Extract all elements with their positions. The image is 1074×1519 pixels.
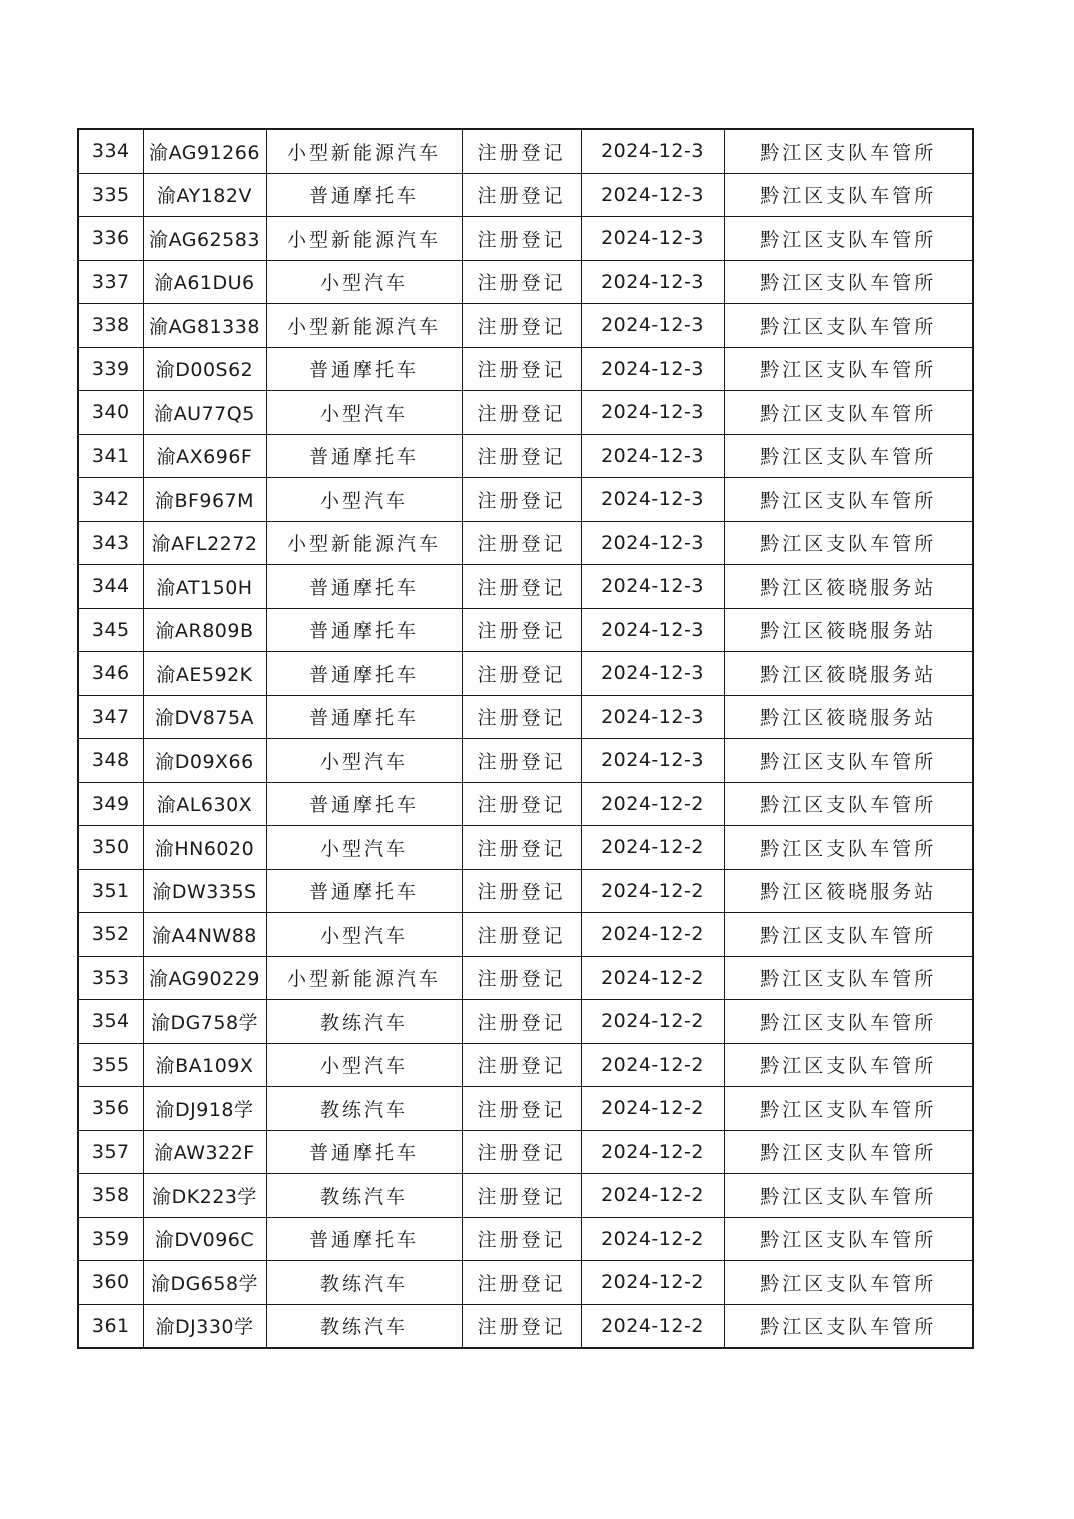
cell-row-number: 358 [78, 1174, 143, 1218]
table-row [78, 521, 973, 565]
cell-vehicle-type: 普通摩托车 [266, 869, 462, 913]
cell-date: 2024-12-3 [581, 173, 724, 217]
cell-date: 2024-12-3 [581, 478, 724, 522]
cell-vehicle-type: 普通摩托车 [266, 695, 462, 739]
table-row [78, 347, 973, 391]
cell-business-type: 注册登记 [462, 1043, 581, 1087]
cell-vehicle-type: 小型汽车 [266, 826, 462, 870]
cell-row-number: 356 [78, 1087, 143, 1131]
cell-office: 黔江区筱晓服务站 [724, 565, 973, 609]
cell-plate-number: 渝AW322F [143, 1130, 266, 1174]
cell-vehicle-type: 教练汽车 [266, 1087, 462, 1131]
cell-row-number: 354 [78, 1000, 143, 1044]
cell-plate-number: 渝AY182V [143, 173, 266, 217]
cell-row-number: 357 [78, 1130, 143, 1174]
cell-row-number: 343 [78, 521, 143, 565]
cell-vehicle-type: 小型汽车 [266, 913, 462, 957]
cell-row-number: 360 [78, 1261, 143, 1305]
cell-plate-number: 渝DG658学 [143, 1261, 266, 1305]
cell-row-number: 345 [78, 608, 143, 652]
cell-office: 黔江区筱晓服务站 [724, 695, 973, 739]
cell-business-type: 注册登记 [462, 1130, 581, 1174]
cell-business-type: 注册登记 [462, 304, 581, 348]
cell-office: 黔江区支队车管所 [724, 1261, 973, 1305]
table-row [78, 304, 973, 348]
cell-office: 黔江区支队车管所 [724, 347, 973, 391]
cell-row-number: 346 [78, 652, 143, 696]
cell-date: 2024-12-2 [581, 1174, 724, 1218]
cell-vehicle-type: 教练汽车 [266, 1000, 462, 1044]
cell-office: 黔江区支队车管所 [724, 260, 973, 304]
table-row [78, 1000, 973, 1044]
cell-office: 黔江区支队车管所 [724, 217, 973, 261]
cell-row-number: 341 [78, 434, 143, 478]
cell-office: 黔江区支队车管所 [724, 1087, 973, 1131]
cell-vehicle-type: 普通摩托车 [266, 565, 462, 609]
cell-row-number: 334 [78, 129, 143, 173]
cell-row-number: 352 [78, 913, 143, 957]
cell-plate-number: 渝A4NW88 [143, 913, 266, 957]
cell-plate-number: 渝AE592K [143, 652, 266, 696]
cell-date: 2024-12-3 [581, 608, 724, 652]
cell-office: 黔江区支队车管所 [724, 478, 973, 522]
cell-office: 黔江区筱晓服务站 [724, 608, 973, 652]
cell-office: 黔江区筱晓服务站 [724, 869, 973, 913]
cell-vehicle-type: 普通摩托车 [266, 782, 462, 826]
cell-row-number: 355 [78, 1043, 143, 1087]
cell-row-number: 350 [78, 826, 143, 870]
cell-office: 黔江区支队车管所 [724, 304, 973, 348]
cell-office: 黔江区支队车管所 [724, 1000, 973, 1044]
cell-plate-number: 渝DW335S [143, 869, 266, 913]
cell-office: 黔江区支队车管所 [724, 173, 973, 217]
table-row [78, 129, 973, 173]
cell-business-type: 注册登记 [462, 869, 581, 913]
table-row [78, 1043, 973, 1087]
cell-plate-number: 渝DJ918学 [143, 1087, 266, 1131]
cell-vehicle-type: 小型新能源汽车 [266, 304, 462, 348]
table-row [78, 1130, 973, 1174]
cell-row-number: 348 [78, 739, 143, 783]
cell-plate-number: 渝DV096C [143, 1217, 266, 1261]
cell-business-type: 注册登记 [462, 565, 581, 609]
cell-office: 黔江区支队车管所 [724, 521, 973, 565]
cell-date: 2024-12-3 [581, 217, 724, 261]
cell-plate-number: 渝DG758学 [143, 1000, 266, 1044]
cell-row-number: 337 [78, 260, 143, 304]
table-row [78, 739, 973, 783]
cell-business-type: 注册登记 [462, 1000, 581, 1044]
cell-plate-number: 渝DJ330学 [143, 1304, 266, 1348]
table-row [78, 826, 973, 870]
cell-vehicle-type: 教练汽车 [266, 1174, 462, 1218]
cell-office: 黔江区支队车管所 [724, 782, 973, 826]
cell-date: 2024-12-2 [581, 913, 724, 957]
cell-date: 2024-12-2 [581, 869, 724, 913]
cell-vehicle-type: 普通摩托车 [266, 1130, 462, 1174]
cell-business-type: 注册登记 [462, 173, 581, 217]
cell-vehicle-type: 小型汽车 [266, 1043, 462, 1087]
cell-date: 2024-12-3 [581, 391, 724, 435]
cell-plate-number: 渝D00S62 [143, 347, 266, 391]
cell-date: 2024-12-2 [581, 826, 724, 870]
cell-plate-number: 渝BF967M [143, 478, 266, 522]
cell-plate-number: 渝AT150H [143, 565, 266, 609]
cell-row-number: 349 [78, 782, 143, 826]
table-row [78, 173, 973, 217]
cell-business-type: 注册登记 [462, 434, 581, 478]
cell-business-type: 注册登记 [462, 217, 581, 261]
cell-business-type: 注册登记 [462, 129, 581, 173]
cell-date: 2024-12-2 [581, 1217, 724, 1261]
cell-business-type: 注册登记 [462, 739, 581, 783]
cell-plate-number: 渝BA109X [143, 1043, 266, 1087]
vehicle-registration-table [77, 128, 974, 1349]
cell-vehicle-type: 小型汽车 [266, 260, 462, 304]
cell-plate-number: 渝AFL2272 [143, 521, 266, 565]
cell-business-type: 注册登记 [462, 347, 581, 391]
table-row [78, 1174, 973, 1218]
cell-office: 黔江区支队车管所 [724, 739, 973, 783]
cell-vehicle-type: 小型汽车 [266, 739, 462, 783]
cell-vehicle-type: 普通摩托车 [266, 1217, 462, 1261]
cell-office: 黔江区支队车管所 [724, 1130, 973, 1174]
table-row [78, 217, 973, 261]
cell-vehicle-type: 普通摩托车 [266, 347, 462, 391]
table-row [78, 913, 973, 957]
cell-plate-number: 渝AG91266 [143, 129, 266, 173]
cell-business-type: 注册登记 [462, 1087, 581, 1131]
cell-vehicle-type: 小型汽车 [266, 478, 462, 522]
cell-date: 2024-12-2 [581, 1043, 724, 1087]
cell-vehicle-type: 普通摩托车 [266, 608, 462, 652]
cell-vehicle-type: 小型汽车 [266, 391, 462, 435]
cell-office: 黔江区支队车管所 [724, 1043, 973, 1087]
cell-date: 2024-12-3 [581, 434, 724, 478]
cell-vehicle-type: 教练汽车 [266, 1304, 462, 1348]
cell-business-type: 注册登记 [462, 782, 581, 826]
cell-office: 黔江区支队车管所 [724, 391, 973, 435]
cell-business-type: 注册登记 [462, 521, 581, 565]
table-row [78, 478, 973, 522]
cell-date: 2024-12-2 [581, 1000, 724, 1044]
cell-office: 黔江区支队车管所 [724, 956, 973, 1000]
cell-plate-number: 渝DV875A [143, 695, 266, 739]
cell-plate-number: 渝D09X66 [143, 739, 266, 783]
cell-plate-number: 渝HN6020 [143, 826, 266, 870]
cell-date: 2024-12-2 [581, 1087, 724, 1131]
cell-vehicle-type: 小型新能源汽车 [266, 217, 462, 261]
cell-business-type: 注册登记 [462, 1174, 581, 1218]
cell-row-number: 359 [78, 1217, 143, 1261]
cell-row-number: 347 [78, 695, 143, 739]
cell-date: 2024-12-3 [581, 304, 724, 348]
cell-vehicle-type: 小型新能源汽车 [266, 956, 462, 1000]
cell-row-number: 353 [78, 956, 143, 1000]
cell-date: 2024-12-3 [581, 260, 724, 304]
cell-row-number: 336 [78, 217, 143, 261]
cell-row-number: 339 [78, 347, 143, 391]
cell-date: 2024-12-3 [581, 739, 724, 783]
cell-plate-number: 渝DK223学 [143, 1174, 266, 1218]
cell-vehicle-type: 普通摩托车 [266, 434, 462, 478]
cell-office: 黔江区支队车管所 [724, 1217, 973, 1261]
cell-office: 黔江区支队车管所 [724, 1174, 973, 1218]
cell-office: 黔江区支队车管所 [724, 913, 973, 957]
cell-row-number: 338 [78, 304, 143, 348]
cell-date: 2024-12-3 [581, 129, 724, 173]
cell-plate-number: 渝AG90229 [143, 956, 266, 1000]
cell-row-number: 335 [78, 173, 143, 217]
cell-plate-number: 渝A61DU6 [143, 260, 266, 304]
cell-business-type: 注册登记 [462, 1217, 581, 1261]
cell-date: 2024-12-3 [581, 347, 724, 391]
table-row [78, 1261, 973, 1305]
cell-business-type: 注册登记 [462, 826, 581, 870]
cell-vehicle-type: 普通摩托车 [266, 652, 462, 696]
cell-row-number: 340 [78, 391, 143, 435]
table-row [78, 391, 973, 435]
cell-business-type: 注册登记 [462, 956, 581, 1000]
table-row [78, 782, 973, 826]
table-row [78, 652, 973, 696]
cell-plate-number: 渝AX696F [143, 434, 266, 478]
cell-date: 2024-12-2 [581, 956, 724, 1000]
table-row [78, 1304, 973, 1348]
cell-business-type: 注册登记 [462, 652, 581, 696]
cell-vehicle-type: 教练汽车 [266, 1261, 462, 1305]
table-row [78, 434, 973, 478]
cell-row-number: 344 [78, 565, 143, 609]
cell-business-type: 注册登记 [462, 478, 581, 522]
cell-row-number: 361 [78, 1304, 143, 1348]
cell-business-type: 注册登记 [462, 1304, 581, 1348]
cell-business-type: 注册登记 [462, 913, 581, 957]
table-row [78, 608, 973, 652]
table-body [78, 129, 973, 1348]
cell-row-number: 342 [78, 478, 143, 522]
table-row [78, 565, 973, 609]
table-row [78, 260, 973, 304]
cell-date: 2024-12-3 [581, 521, 724, 565]
cell-vehicle-type: 小型新能源汽车 [266, 129, 462, 173]
cell-plate-number: 渝AG81338 [143, 304, 266, 348]
cell-office: 黔江区支队车管所 [724, 129, 973, 173]
cell-row-number: 351 [78, 869, 143, 913]
cell-plate-number: 渝AU77Q5 [143, 391, 266, 435]
cell-vehicle-type: 小型新能源汽车 [266, 521, 462, 565]
table-row [78, 1217, 973, 1261]
cell-vehicle-type: 普通摩托车 [266, 173, 462, 217]
cell-date: 2024-12-2 [581, 782, 724, 826]
cell-business-type: 注册登记 [462, 391, 581, 435]
cell-date: 2024-12-2 [581, 1130, 724, 1174]
cell-date: 2024-12-3 [581, 695, 724, 739]
cell-business-type: 注册登记 [462, 260, 581, 304]
table-row [78, 1087, 973, 1131]
cell-plate-number: 渝AG62583 [143, 217, 266, 261]
cell-date: 2024-12-2 [581, 1304, 724, 1348]
cell-office: 黔江区支队车管所 [724, 826, 973, 870]
cell-plate-number: 渝AR809B [143, 608, 266, 652]
cell-plate-number: 渝AL630X [143, 782, 266, 826]
cell-date: 2024-12-2 [581, 1261, 724, 1305]
table-row [78, 695, 973, 739]
cell-business-type: 注册登记 [462, 608, 581, 652]
cell-office: 黔江区支队车管所 [724, 1304, 973, 1348]
table-row [78, 869, 973, 913]
cell-business-type: 注册登记 [462, 1261, 581, 1305]
cell-office: 黔江区支队车管所 [724, 434, 973, 478]
cell-date: 2024-12-3 [581, 565, 724, 609]
cell-office: 黔江区筱晓服务站 [724, 652, 973, 696]
table-row [78, 956, 973, 1000]
cell-business-type: 注册登记 [462, 695, 581, 739]
cell-date: 2024-12-3 [581, 652, 724, 696]
